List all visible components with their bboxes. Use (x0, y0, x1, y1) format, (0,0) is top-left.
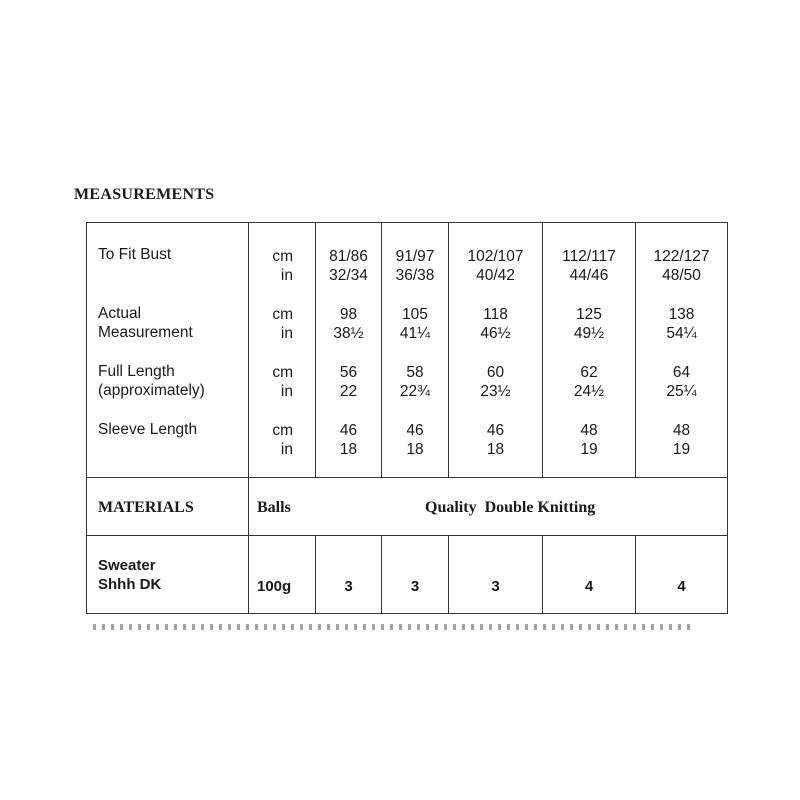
size-cm: 91/97 (395, 248, 435, 265)
divider (87, 535, 727, 536)
value-in: 19 (580, 441, 598, 458)
divider (315, 535, 316, 613)
sweater-balls: 3 (491, 578, 500, 595)
value-in: 19 (672, 441, 691, 458)
sweater-name: Sweater (98, 557, 156, 574)
unit-cm: cm (272, 422, 293, 439)
value-in: 24½ (573, 383, 605, 400)
value-cm: 56 (339, 364, 358, 381)
unit-cm: cm (272, 306, 293, 323)
sweater-balls: 3 (344, 578, 353, 595)
divider (248, 223, 249, 613)
value-in: 38½ (333, 325, 364, 342)
unit-in: in (280, 325, 293, 342)
value-cm: 48 (672, 422, 691, 439)
materials-label: MATERIALS (98, 499, 194, 516)
sweater-balls: 4 (584, 578, 594, 595)
size-cm: 81/86 (329, 248, 368, 265)
value-cm: 64 (672, 364, 691, 381)
value-in: 41¼ (399, 325, 431, 342)
unit-cm: cm (272, 248, 293, 265)
sweater-balls: 3 (410, 578, 420, 595)
value-in: 54¼ (666, 325, 697, 342)
cropped-text-line (93, 624, 693, 630)
size-in: 32/34 (329, 267, 368, 284)
size-cm: 102/107 (467, 248, 524, 265)
divider (542, 535, 543, 613)
unit-in: in (280, 383, 293, 400)
value-cm: 125 (576, 306, 602, 323)
value-cm: 46 (486, 422, 505, 439)
size-in: 44/46 (569, 267, 609, 284)
size-in: 36/38 (395, 267, 435, 284)
unit-in: in (280, 267, 293, 284)
value-in: 25¼ (666, 383, 697, 400)
value-in: 23½ (480, 383, 511, 400)
size-cm: 112/117 (562, 248, 616, 265)
value-in: 18 (486, 441, 505, 458)
value-cm: 58 (406, 364, 424, 381)
value-in: 49½ (573, 325, 605, 342)
divider (87, 477, 727, 478)
balls-label: Balls (257, 499, 291, 516)
quality-label: Quality Double Knitting (425, 499, 596, 516)
row-label: Measurement (98, 324, 193, 341)
value-cm: 118 (483, 306, 508, 323)
measurements-table (86, 222, 728, 614)
value-cm: 138 (668, 306, 695, 323)
divider (381, 535, 382, 613)
value-cm: 46 (406, 422, 424, 439)
row-label: Actual (98, 305, 142, 322)
size-in: 40/42 (476, 267, 515, 284)
row-label: Sleeve Length (98, 421, 198, 438)
value-cm: 105 (402, 306, 428, 323)
size-cm: 122/127 (653, 248, 710, 265)
value-cm: 98 (339, 306, 358, 323)
sweater-weight: 100g (257, 578, 292, 595)
divider (448, 535, 449, 613)
value-cm: 62 (580, 364, 598, 381)
value-in: 46½ (480, 325, 511, 342)
section-heading: MEASUREMENTS (74, 186, 215, 203)
row-label: Full Length (98, 363, 175, 380)
value-in: 18 (339, 441, 358, 458)
row-label: To Fit Bust (98, 246, 172, 263)
sweater-yarn: Shhh DK (98, 576, 162, 593)
divider (635, 535, 636, 613)
unit-cm: cm (272, 364, 293, 381)
value-cm: 60 (486, 364, 505, 381)
row-label: (approximately) (98, 382, 205, 399)
value-cm: 46 (339, 422, 358, 439)
unit-in: in (280, 441, 293, 458)
size-in: 48/50 (662, 267, 701, 284)
sweater-balls: 4 (677, 578, 686, 595)
value-in: 18 (406, 441, 424, 458)
value-in: 22¾ (399, 383, 431, 400)
value-in: 22 (339, 383, 358, 400)
value-cm: 48 (580, 422, 598, 439)
